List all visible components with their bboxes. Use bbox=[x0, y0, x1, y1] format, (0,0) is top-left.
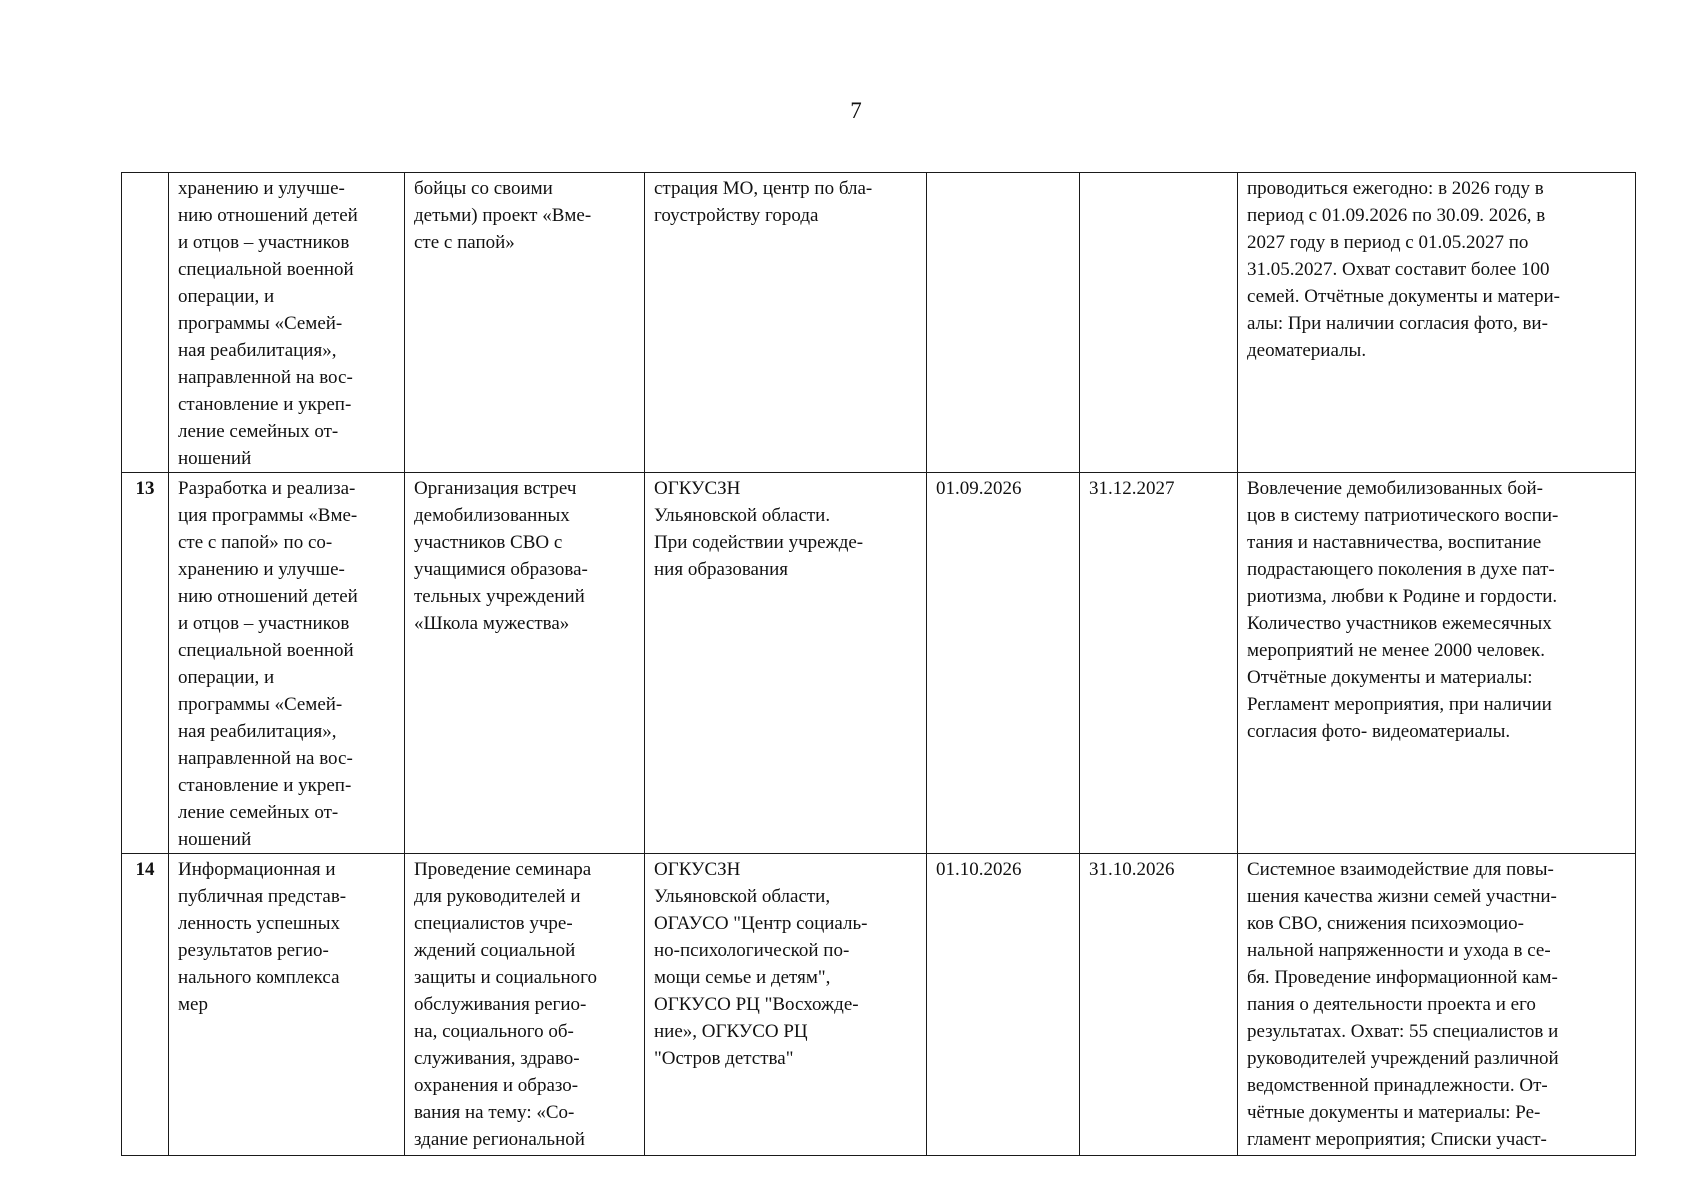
row-number-cell bbox=[122, 473, 169, 854]
event-text: Информационная и публичная представ- ленность успешных результатов регио- нального комплекса мер bbox=[178, 859, 347, 1015]
event-text: хранению и улучше- нию отношений детей и отцов – участников специальной военной операции, и программы «Семей- ная реабилитация», направленной на вос- становление и укреп- ление семейных от- ношений bbox=[178, 178, 358, 469]
content-text: Проведение семинара для руководителей и специалистов учре- ждений социальной защиты и социального обслуживания регио- на, социального об- служивания, здраво- охранения и образо- вания на тему: «Со- здание региональной bbox=[414, 859, 597, 1150]
content-cell bbox=[405, 173, 645, 473]
executor-text: ОГКУСЗН Ульяновской области. При содействии учрежде- ния образования bbox=[654, 478, 864, 580]
result-cell bbox=[1238, 473, 1636, 854]
content-text: Организация встреч демобилизованных участников СВО с учащимися образова- тельных учреждений «Школа мужества» bbox=[414, 478, 588, 634]
table-row bbox=[122, 473, 1636, 854]
result-text: проводиться ежегодно: в 2026 году в период с 01.09.2026 по 30.09. 2026, в 2027 году в период с 01.05.2027 по 31.05.2027. Охват составит более 100 семей. Отчётные документы и матери- алы: При наличии согласия фото, ви- деоматериалы. bbox=[1247, 178, 1560, 361]
event-cell bbox=[169, 854, 405, 1156]
row-number: 13 bbox=[135, 478, 155, 499]
start-date: 01.09.2026 bbox=[936, 478, 1022, 499]
table-row bbox=[122, 854, 1636, 1156]
start-date-cell bbox=[927, 173, 1080, 473]
executor-cell bbox=[645, 173, 927, 473]
end-date-cell bbox=[1080, 173, 1238, 473]
content-cell bbox=[405, 854, 645, 1156]
executor-cell bbox=[645, 473, 927, 854]
content-cell bbox=[405, 473, 645, 854]
end-date-cell bbox=[1080, 854, 1238, 1156]
end-date-cell bbox=[1080, 473, 1238, 854]
result-text: Вовлечение демобилизованных бой- цов в систему патриотического воспи- тания и наставничества, воспитание подрастающего поколения в духе пат- риотизма, любви к Родине и гордости. Количество участников ежемесячных мероприятий не менее 2000 человек. Отчётные документы и материалы: Регламент мероприятия, при наличии согласия фото- видеоматериалы. bbox=[1247, 478, 1559, 742]
measures-table bbox=[121, 172, 1636, 1156]
event-cell bbox=[169, 173, 405, 473]
start-date-cell bbox=[927, 854, 1080, 1156]
start-date-cell bbox=[927, 473, 1080, 854]
executor-cell bbox=[645, 854, 927, 1156]
row-number-cell bbox=[122, 854, 169, 1156]
executor-text: ОГКУСЗН Ульяновской области, ОГАУСО "Центр социаль- но-психологической по- мощи семье и детям", ОГКУСО РЦ "Восхожде- ние», ОГКУСО РЦ "Остров детства" bbox=[654, 859, 868, 1069]
result-text: Системное взаимодействие для повы- шения качества жизни семей участни- ков СВО, снижения психоэмоцио- нальной напряженности и ухода в се- бя. Проведение информационной кам- пания о деятельности проекта и его результатах. Охват: 55 специалистов и руководителей учреждений различной ведомственной принадлежности. От- чётные документы и материалы: Ре- гламент мероприятия; Списки участ- bbox=[1247, 859, 1559, 1150]
start-date: 01.10.2026 bbox=[936, 859, 1022, 880]
event-text: Разработка и реализа- ция программы «Вме- сте с папой» по со- хранению и улучше- нию отношений детей и отцов – участников специальной военной операции, и программы «Семей- ная реабилитация», направленной на вос- становление и укреп- ление семейных от- ношений bbox=[178, 478, 358, 850]
content-text: бойцы со своими детьми) проект «Вме- сте с папой» bbox=[414, 178, 592, 253]
table-row bbox=[122, 173, 1636, 473]
result-cell bbox=[1238, 854, 1636, 1156]
row-number: 14 bbox=[135, 859, 155, 880]
row-number-cell bbox=[122, 173, 169, 473]
page-number: 7 bbox=[850, 98, 862, 123]
executor-text: страция МО, центр по бла- гоустройству города bbox=[654, 178, 873, 226]
event-cell bbox=[169, 473, 405, 854]
end-date: 31.10.2026 bbox=[1089, 859, 1175, 880]
result-cell bbox=[1238, 173, 1636, 473]
end-date: 31.12.2027 bbox=[1089, 478, 1175, 499]
